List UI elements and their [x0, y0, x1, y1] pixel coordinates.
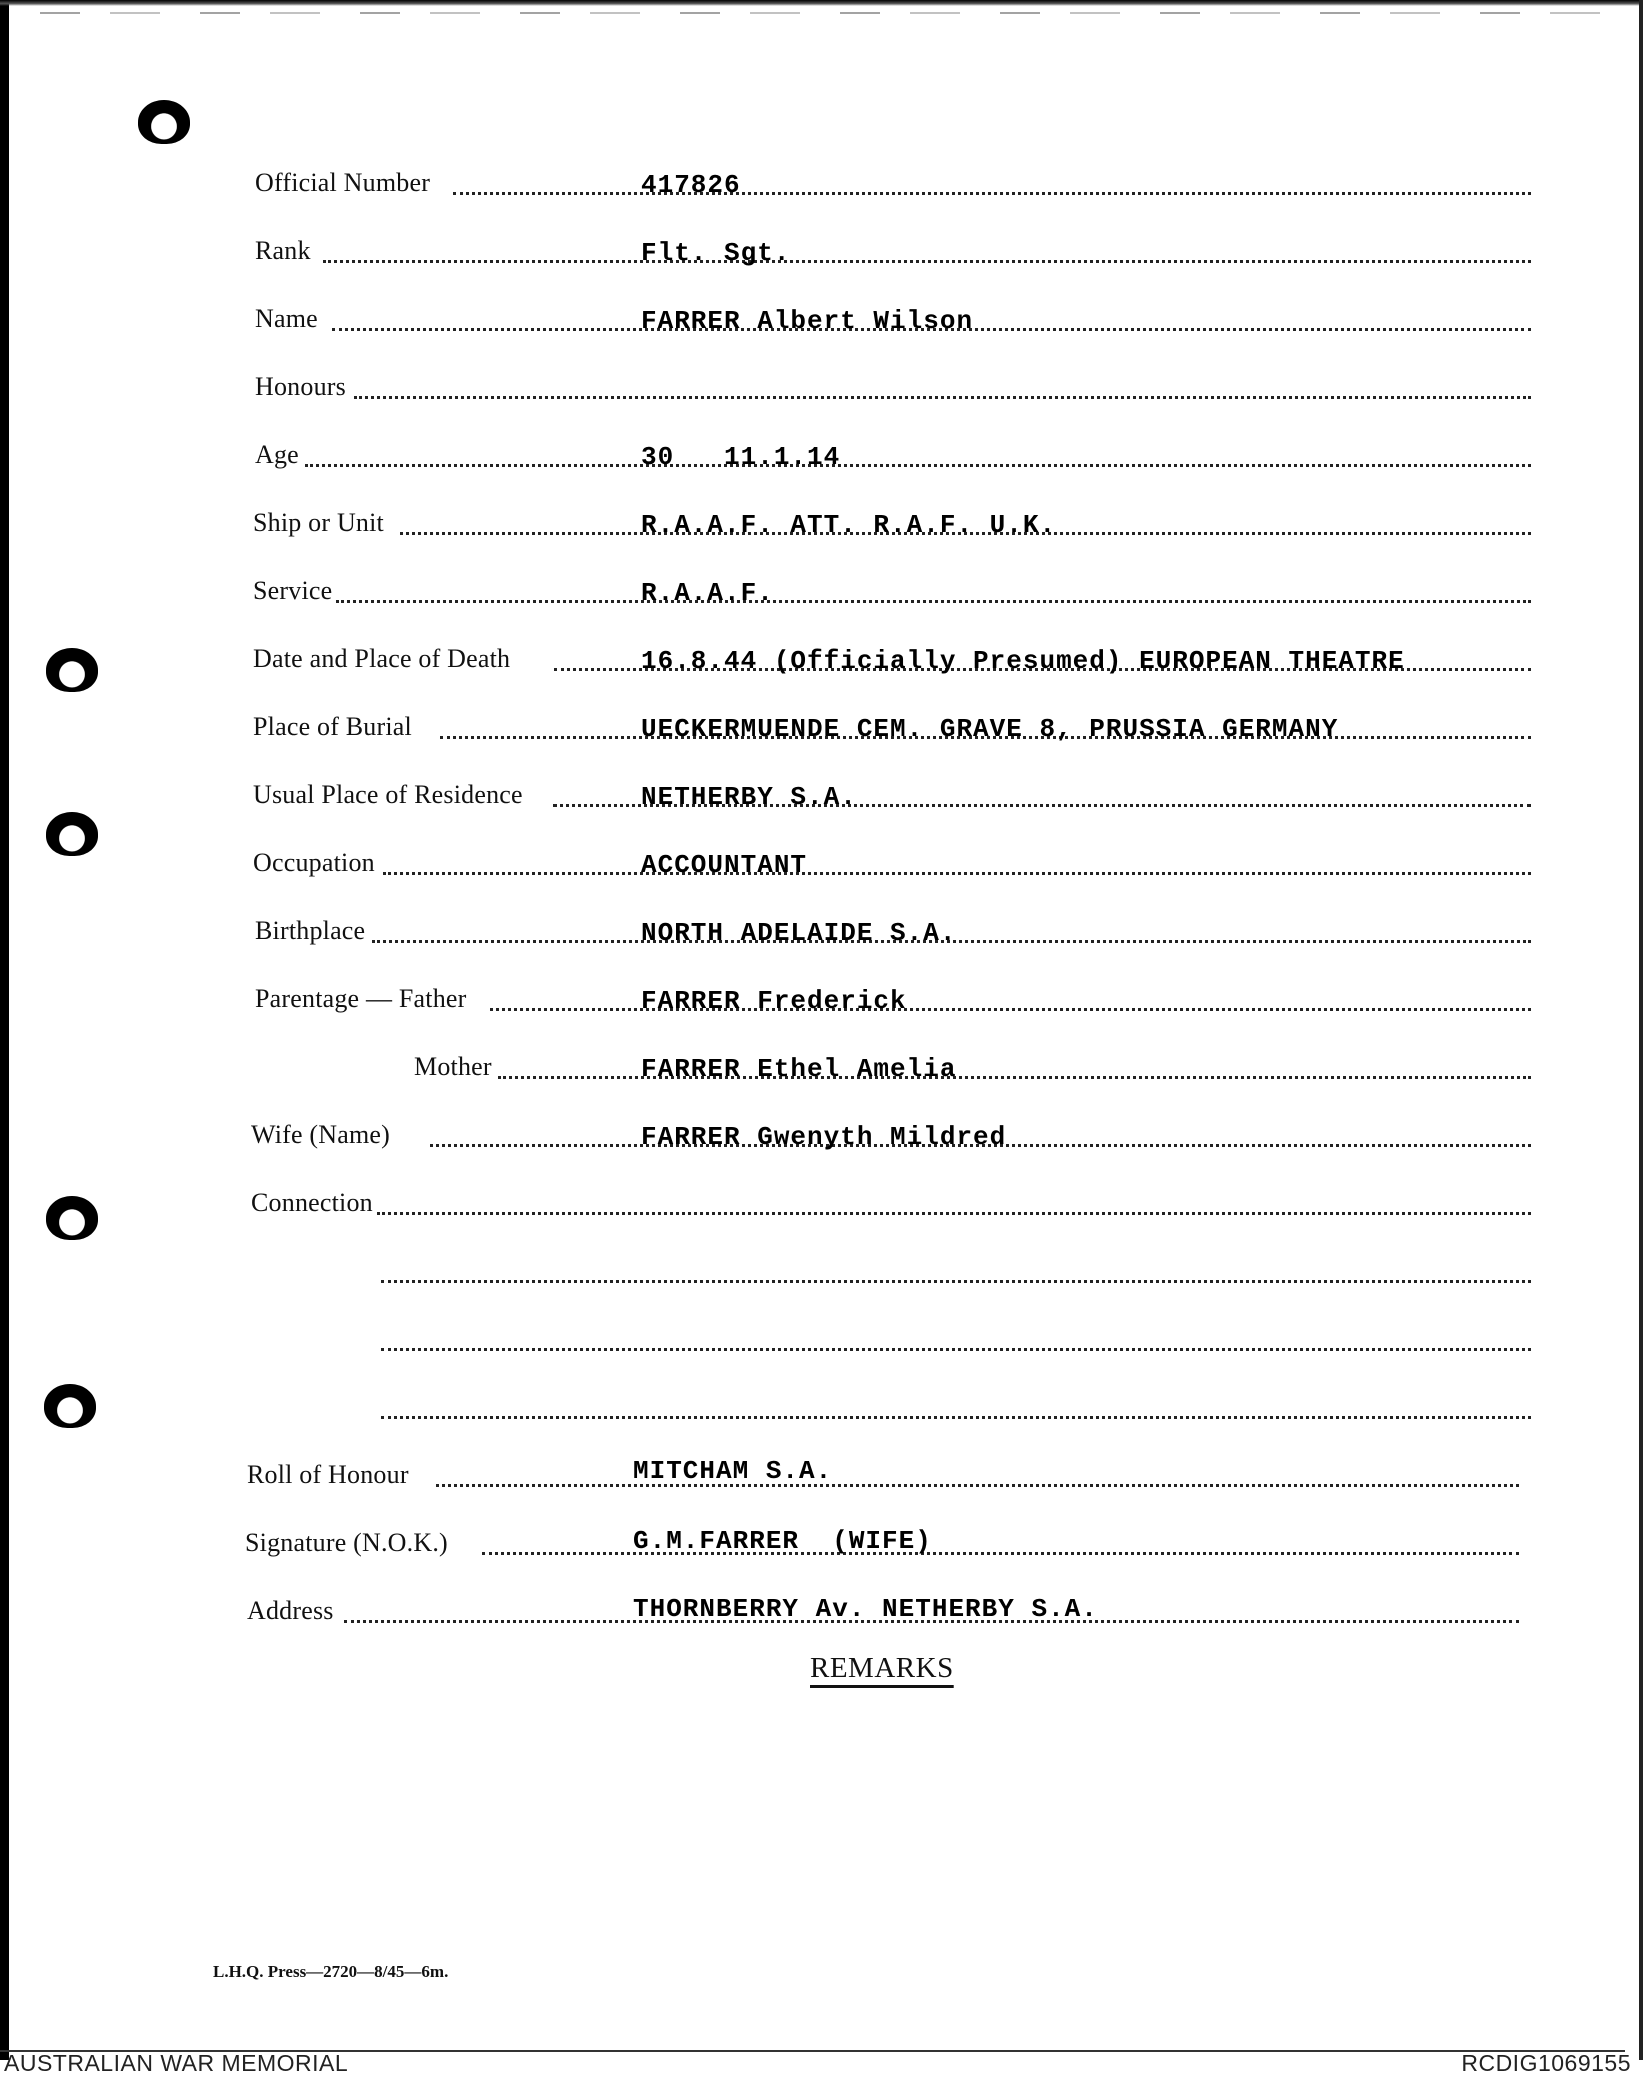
label-address: Address: [247, 1596, 334, 1625]
remarks-heading: REMARKS: [810, 1652, 954, 1684]
label-usual-residence: Usual Place of Residence: [253, 780, 523, 809]
value-birthplace: NORTH ADELAIDE S.A.: [641, 918, 957, 948]
connection-line-3: [381, 1348, 1531, 1351]
label-birthplace: Birthplace: [255, 916, 366, 945]
label-wife: Wife (Name): [251, 1120, 391, 1149]
label-honours: Honours: [255, 372, 346, 401]
value-signature: G.M.FARRER (WIFE): [633, 1526, 932, 1556]
label-connection: Connection: [251, 1188, 373, 1217]
dotted-line: [323, 260, 1531, 263]
connection-line-4: [381, 1416, 1531, 1419]
punch-hole-icon: [46, 812, 98, 856]
footer-record-id: RCDIG1069155: [1461, 2050, 1631, 2076]
label-roll-of-honour: Roll of Honour: [247, 1460, 409, 1489]
punch-hole-icon: [46, 648, 98, 692]
value-roll-of-honour: MITCHAM S.A.: [633, 1456, 833, 1486]
dotted-line: [305, 464, 1531, 467]
value-ship-or-unit: R.A.A.F. ATT. R.A.F. U.K.: [641, 510, 1057, 540]
label-ship-or-unit: Ship or Unit: [253, 508, 384, 537]
label-occupation: Occupation: [253, 848, 375, 877]
label-father: Parentage — Father: [255, 984, 467, 1013]
punch-hole-icon: [44, 1384, 96, 1428]
label-place-of-burial: Place of Burial: [253, 712, 412, 741]
footer-institution: AUSTRALIAN WAR MEMORIAL: [4, 2050, 349, 2076]
value-address: THORNBERRY Av. NETHERBY S.A.: [633, 1594, 1098, 1624]
label-age: Age: [255, 440, 299, 469]
connection-line-2: [381, 1280, 1531, 1283]
value-age: 30 11.1.14: [641, 442, 841, 472]
print-code: L.H.Q. Press—2720—8/45—6m.: [213, 1962, 449, 1981]
label-rank: Rank: [255, 236, 311, 265]
value-date-place-of-death: 16.8.44 (Officially Presumed) EUROPEAN THEATRE: [641, 646, 1405, 676]
value-wife: FARRER Gwenyth Mildred: [641, 1122, 1007, 1152]
scan-edge-top: [0, 0, 1643, 6]
value-name: FARRER Albert Wilson: [641, 306, 974, 336]
label-service: Service: [253, 576, 333, 605]
value-father: FARRER Frederick: [641, 986, 907, 1016]
punch-hole-icon: [46, 1196, 98, 1240]
value-official-number: 417826: [641, 170, 741, 200]
dotted-line: [336, 600, 1531, 603]
value-rank: Flt. Sgt.: [641, 238, 791, 268]
value-occupation: ACCOUNTANT: [641, 850, 808, 880]
punch-hole-icon: [138, 100, 190, 144]
scan-edge-right: [1639, 0, 1643, 2060]
value-place-of-burial: UECKERMUENDE CEM. GRAVE 8, PRUSSIA GERMANY: [641, 714, 1339, 744]
dotted-line: [354, 396, 1531, 399]
dotted-line: [377, 1212, 1531, 1215]
dotted-line: [436, 1484, 1519, 1487]
scan-edge-left: [0, 0, 9, 2060]
label-name: Name: [255, 304, 318, 333]
scan-edge-top-marks: [40, 12, 1640, 14]
label-date-place-of-death: Date and Place of Death: [253, 644, 511, 673]
value-usual-residence: NETHERBY S.A.: [641, 782, 857, 812]
value-mother: FARRER Ethel Amelia: [641, 1054, 957, 1084]
dotted-line: [383, 872, 1531, 875]
label-signature: Signature (N.O.K.): [245, 1528, 448, 1557]
dotted-line: [453, 192, 1531, 195]
label-mother: Mother: [414, 1052, 492, 1081]
label-official-number: Official Number: [255, 168, 431, 197]
value-service: R.A.A.F.: [641, 578, 774, 608]
